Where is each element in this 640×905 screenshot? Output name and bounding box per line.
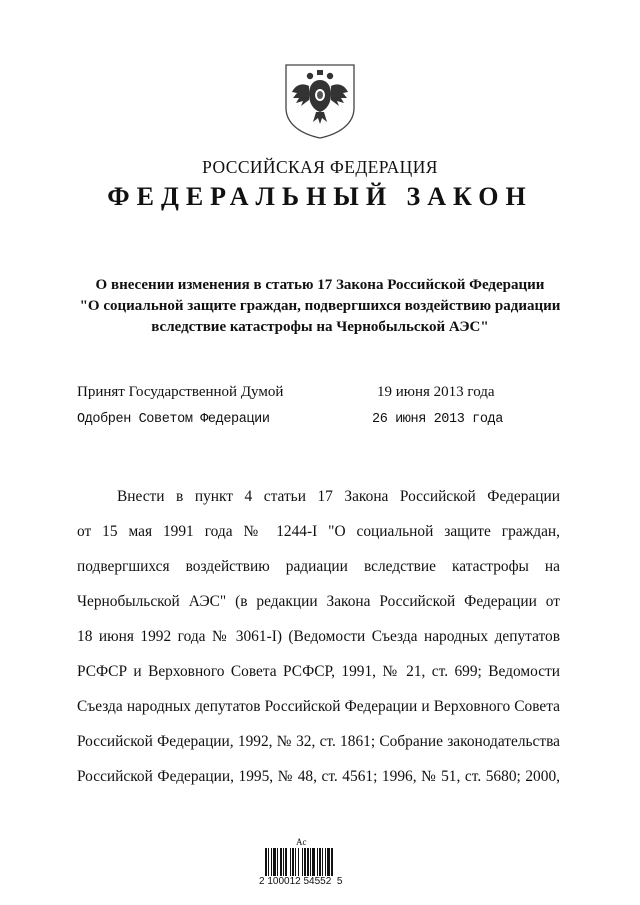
- barcode-bar: [302, 848, 303, 876]
- body-line: Российской Федерации, 1992, № 32, ст. 1861; Собрание законодательства: [77, 733, 560, 750]
- body-line: Российской Федерации, 1995, № 48, ст. 4561; 1996, № 51, ст. 5680; 2000,: [77, 768, 560, 785]
- barcode-bar: [307, 848, 309, 876]
- barcode-bar: [283, 848, 284, 876]
- body-line: подвергшихся воздействию радиации вследствие катастрофы на: [77, 558, 560, 575]
- barcode-number: 2 100012 54552 5: [259, 876, 343, 887]
- barcode-bar: [304, 848, 306, 876]
- barcode-bar: [295, 848, 296, 876]
- law-type-heading: ФЕДЕРАЛЬНЫЙ ЗАКОН: [107, 182, 533, 211]
- barcode-bar: [285, 848, 287, 876]
- double-headed-eagle-emblem-icon: [283, 62, 357, 140]
- body-line: Съезда народных депутатов Российской Федерации и Верховного Совета: [77, 698, 560, 715]
- law-title: [0, 275, 640, 338]
- barcode-bar: [292, 848, 294, 876]
- body-line: от 15 мая 1991 года № 1244-I "О социальной защите граждан,: [77, 523, 560, 540]
- law-title-line: "О социальной защите граждан, подвергшихся воздействию радиации: [79, 298, 561, 314]
- law-title-line: О внесении изменения в статью 17 Закона Российской Федерации: [95, 277, 545, 293]
- barcode-bar: [327, 848, 330, 876]
- body-line: Чернобыльской АЭС" (в редакции Закона Российской Федерации от: [77, 593, 560, 610]
- body-line: Внести в пункт 4 статьи 17 Закона Российской Федерации: [117, 488, 560, 505]
- barcode-bar: [317, 848, 318, 876]
- barcode-bar: [322, 848, 323, 876]
- barcode-bar: [310, 848, 311, 876]
- council-approval-date: 26 июня 2013 года: [372, 412, 503, 427]
- barcode-bar: [268, 848, 269, 876]
- barcode-bar: [277, 848, 278, 876]
- barcode-bar: [298, 848, 299, 876]
- barcode-mark: Ac: [296, 837, 307, 847]
- council-approval-label: Одобрен Советом Федерации: [77, 412, 270, 427]
- barcode-bar: [265, 848, 267, 876]
- barcode-icon: [263, 848, 367, 876]
- body-line: РСФСР и Верховного Совета РСФСР, 1991, № 21, ст. 699; Ведомости: [77, 663, 560, 680]
- country-heading: РОССИЙСКАЯ ФЕДЕРАЦИЯ: [202, 157, 438, 177]
- barcode-bar: [290, 848, 291, 876]
- law-title-line: вследствие катастрофы на Чернобыльской АЭС": [151, 319, 489, 335]
- barcode-bar: [312, 848, 315, 876]
- barcode-bar: [273, 848, 276, 876]
- barcode-bar: [325, 848, 326, 876]
- barcode-bar: [319, 848, 321, 876]
- duma-adoption-label: Принят Государственной Думой: [77, 384, 284, 400]
- barcode-bar: [331, 848, 333, 876]
- barcode-bar: [271, 848, 272, 876]
- duma-adoption-date: 19 июня 2013 года: [377, 384, 495, 400]
- barcode-bar: [280, 848, 282, 876]
- body-line: 18 июня 1992 года № 3061-I) (Ведомости Съезда народных депутатов: [77, 628, 560, 645]
